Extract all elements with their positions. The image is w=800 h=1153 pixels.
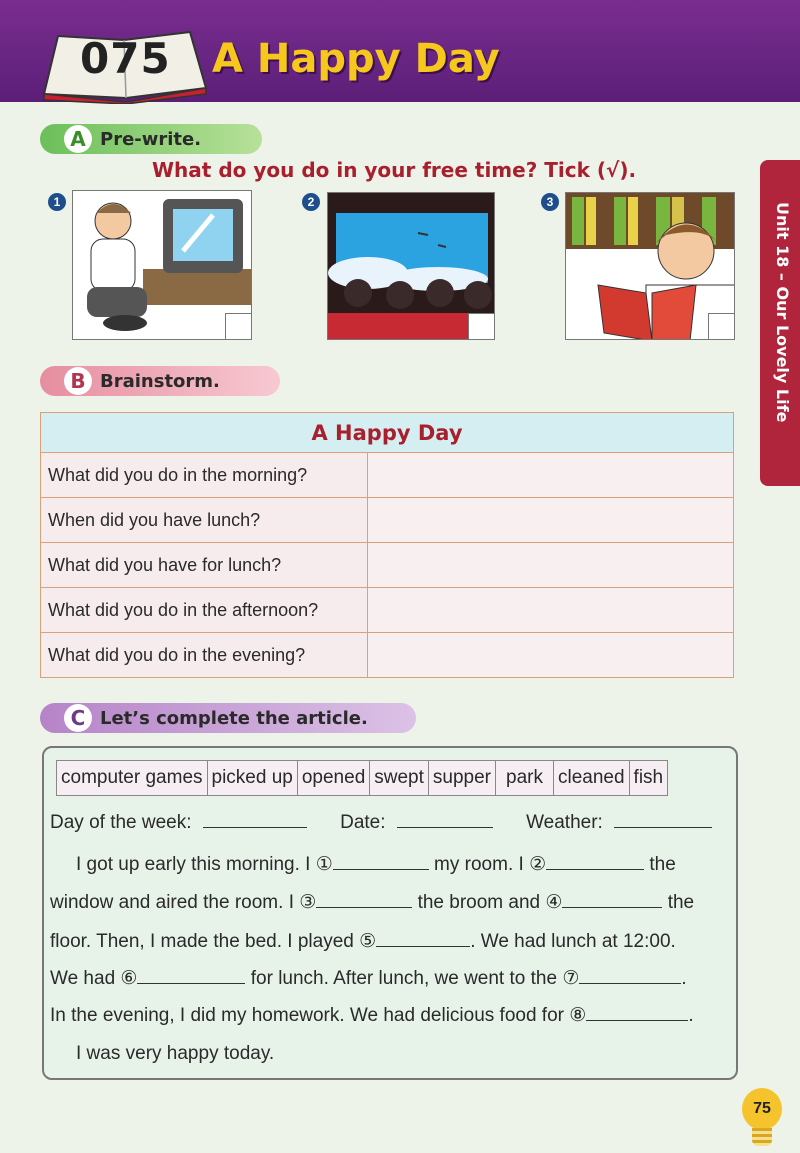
picture-2-number: 2	[302, 193, 320, 211]
word-bank-item: picked up	[208, 761, 298, 795]
answer-cell[interactable]	[368, 633, 734, 678]
article-line-6: I was very happy today.	[76, 1043, 275, 1064]
picture-computer	[72, 190, 252, 340]
tick-box-3[interactable]	[708, 313, 734, 339]
article-line-3	[50, 929, 676, 953]
blank-7[interactable]	[579, 966, 681, 984]
article-text: We had	[50, 968, 121, 989]
weather-blank[interactable]	[614, 810, 712, 828]
section-b-header	[40, 366, 280, 396]
blank-3[interactable]	[316, 890, 412, 908]
article-line-4	[50, 966, 687, 990]
blank-number: ④	[545, 892, 563, 913]
article-line-1	[76, 852, 676, 876]
blank-2[interactable]	[546, 852, 644, 870]
table-question: When did you have lunch?	[41, 498, 368, 543]
word-bank-item: computer games	[57, 761, 208, 795]
table-row	[41, 633, 734, 678]
table-row	[41, 543, 734, 588]
section-a-header	[40, 124, 262, 154]
table-row	[41, 588, 734, 633]
section-b-label: Brainstorm.	[100, 370, 220, 392]
blank-4[interactable]	[562, 890, 662, 908]
word-bank-item: swept	[370, 761, 429, 795]
info-line	[50, 810, 712, 834]
word-bank-item: park	[496, 761, 554, 795]
article-line-2	[50, 890, 694, 914]
word-bank-item: fish	[633, 767, 664, 788]
picture-1-number: 1	[48, 193, 66, 211]
page-title: A Happy Day	[212, 36, 500, 82]
weather-label: Weather:	[526, 812, 603, 833]
section-a-question: What do you do in your free time? Tick (√).	[152, 158, 637, 182]
article-text: .	[681, 968, 687, 989]
article-text: the	[662, 892, 695, 913]
section-a-letter: A	[64, 125, 92, 153]
article-text: In the evening, I did my homework. We had delicious food for	[50, 1005, 570, 1026]
article-text: the broom and	[412, 892, 546, 913]
word-bank	[56, 760, 668, 796]
article-line-5	[50, 1003, 694, 1027]
blank-number: ⑧	[569, 1005, 587, 1026]
date-label: Date:	[340, 812, 386, 833]
blank-5[interactable]	[376, 929, 470, 947]
table-question: What did you have for lunch?	[41, 543, 368, 588]
answer-cell[interactable]	[368, 588, 734, 633]
table-row	[41, 453, 734, 498]
answer-cell[interactable]	[368, 498, 734, 543]
lightbulb-icon	[752, 1128, 772, 1146]
word-bank-item: supper	[429, 761, 496, 795]
answer-cell[interactable]	[368, 453, 734, 498]
article-text: .	[688, 1005, 694, 1026]
picture-cinema	[327, 192, 495, 340]
blank-number: ②	[529, 854, 547, 875]
brainstorm-table-title: A Happy Day	[41, 413, 734, 453]
blank-8[interactable]	[586, 1003, 688, 1021]
article-text: my room. I	[428, 854, 530, 875]
article-text: the	[644, 854, 676, 875]
section-c-letter: C	[64, 704, 92, 732]
page-number: 75	[742, 1088, 782, 1130]
brainstorm-table	[40, 412, 734, 678]
unit-side-tab	[760, 160, 800, 486]
picture-3-number: 3	[541, 193, 559, 211]
table-question: What did you do in the evening?	[41, 633, 368, 678]
table-row	[41, 498, 734, 543]
date-blank[interactable]	[397, 810, 493, 828]
blank-6[interactable]	[137, 966, 245, 984]
word-bank-item: opened	[298, 761, 370, 795]
blank-number: ⑥	[120, 968, 138, 989]
word-bank-item: cleaned	[554, 761, 630, 795]
section-b-letter: B	[64, 367, 92, 395]
article-text: window and aired the room. I	[50, 892, 300, 913]
table-question: What did you do in the morning?	[41, 453, 368, 498]
blank-number: ⑦	[562, 968, 580, 989]
day-label: Day of the week:	[50, 812, 192, 833]
blank-number: ③	[299, 892, 317, 913]
article-text: . We had lunch at 12:00.	[470, 931, 676, 952]
article-text: I got up early this morning. I	[76, 854, 316, 875]
section-c-header	[40, 703, 416, 733]
picture-reading	[565, 192, 735, 340]
article-text: floor. Then, I made the bed. I played	[50, 931, 360, 952]
blank-number: ①	[315, 854, 333, 875]
section-c-label: Let’s complete the article.	[100, 707, 368, 729]
tick-box-1[interactable]	[225, 313, 251, 339]
section-a-label: Pre-write.	[100, 128, 202, 150]
blank-number: ⑤	[359, 931, 377, 952]
day-blank[interactable]	[203, 810, 307, 828]
article-text: for lunch. After lunch, we went to the	[245, 968, 563, 989]
lesson-number: 075	[80, 34, 171, 83]
tick-box-2[interactable]	[468, 313, 494, 339]
table-question: What did you do in the afternoon?	[41, 588, 368, 633]
unit-label: Unit 18 – Our Lovely Life	[773, 202, 792, 423]
blank-1[interactable]	[333, 852, 429, 870]
answer-cell[interactable]	[368, 543, 734, 588]
